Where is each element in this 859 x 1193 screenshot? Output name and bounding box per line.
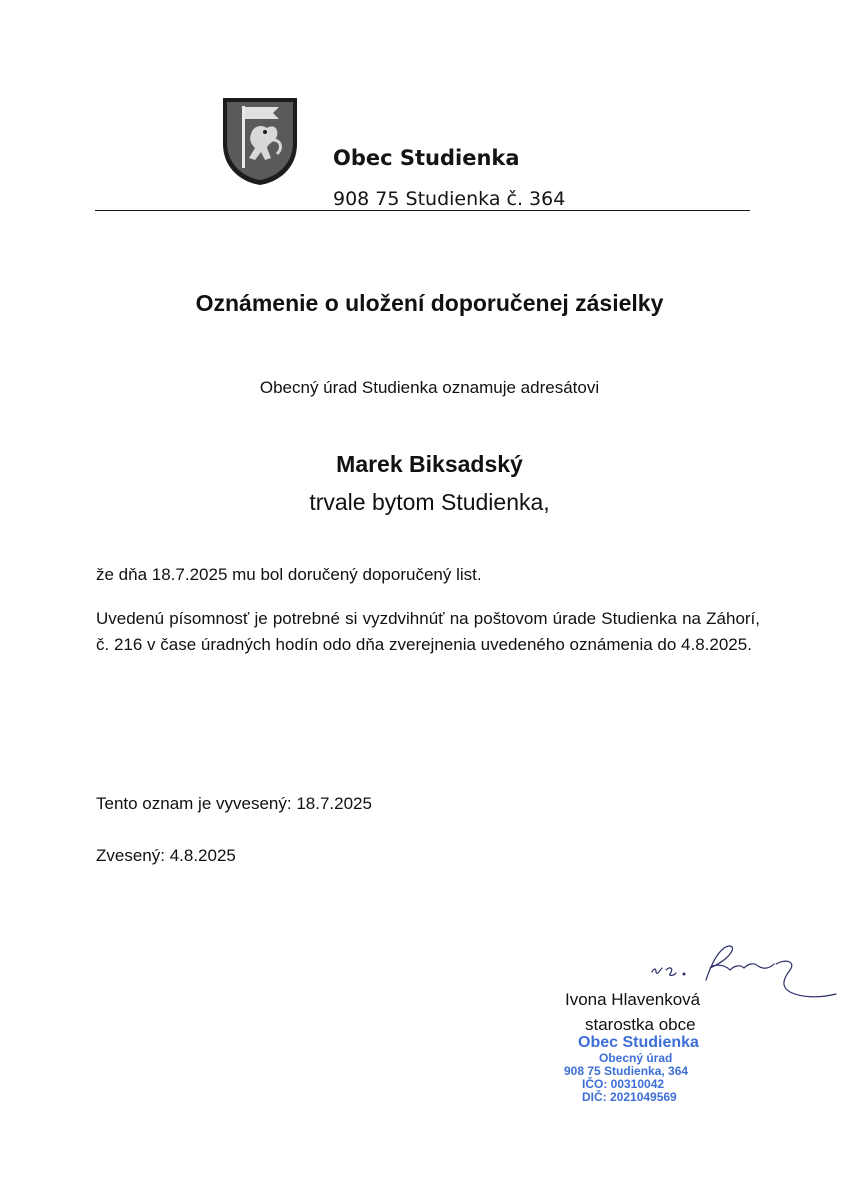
organization-address: 908 75 Studienka č. 364 [333, 188, 566, 210]
header-divider [95, 210, 750, 211]
stamp-line-office: Obec Studienka [578, 1034, 699, 1051]
document-title: Oznámenie o uložení doporučenej zásielky [195, 290, 664, 316]
intro-line: Obecný úrad Studienka oznamuje adresátovi [259, 378, 600, 397]
stamp-line-dic: DIČ: 2021049569 [582, 1090, 677, 1104]
removed-date-line: Zvesený: 4.8.2025 [96, 846, 236, 865]
stamp-line-authority: Obecný úrad [599, 1051, 673, 1065]
signer-role: starostka obce [585, 1015, 696, 1034]
posted-date-line: Tento oznam je vyvesený: 18.7.2025 [96, 794, 372, 813]
delivery-paragraph: že dňa 18.7.2025 mu bol doručený doporučený list. [96, 565, 482, 584]
coat-of-arms-icon [221, 96, 299, 186]
pickup-paragraph: Uvedenú písomnosť je potrebné si vyzdvihnúť na poštovom úrade Studienka na Záhorí, č. 216 v čase úradných hodín odo dňa zverejnenia uvedeného oznámenia do 4.8.2025. [96, 609, 760, 654]
stamp-line-ico: IČO: 00310042 [582, 1077, 665, 1091]
signer-name: Ivona Hlavenková [565, 990, 701, 1009]
stamp-line-address: 908 75 Studienka, 364 [564, 1064, 689, 1078]
recipient-residence: trvale bytom Studienka, [309, 489, 550, 515]
organization-name: Obec Studienka [333, 146, 520, 170]
recipient-name: Marek Biksadský [336, 451, 523, 477]
